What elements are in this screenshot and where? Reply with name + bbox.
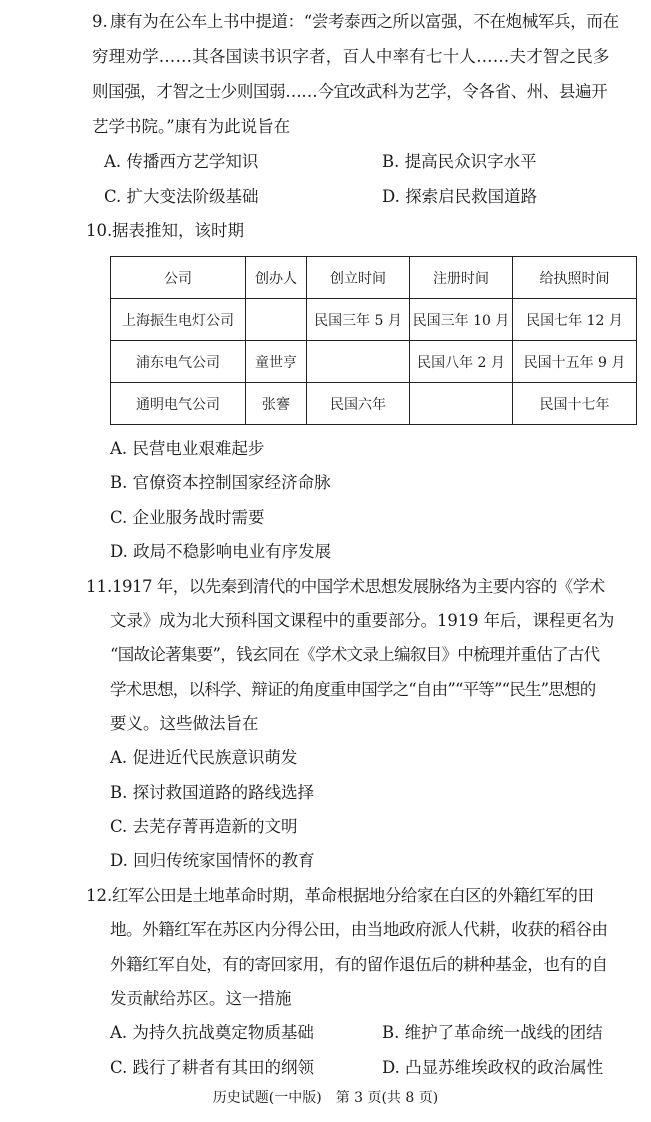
table-cell: 民国八年 2 月 <box>410 341 513 383</box>
page-footer: 历史试题(一中版) 第 3 页(共 8 页) <box>212 1090 439 1106</box>
option-b[interactable]: B. 维护了革命统一战线的团结 <box>382 1023 603 1042</box>
question-stem-line: 地。外籍红军在苏区内分得公田，由当地政府派人代耕，收获的稻谷由 <box>110 920 608 939</box>
table-cell: 通明电气公司 <box>111 383 246 425</box>
option-c[interactable]: C. 扩大变法阶级基础 <box>104 187 259 206</box>
table-row <box>111 341 637 383</box>
table-cell <box>246 299 307 341</box>
question-stem-line: 康有为在公车上书中提道：“尝考泰西之所以富强，不在炮械军兵，而在 <box>110 12 619 31</box>
option-d[interactable]: D. 凸显苏维埃政权的政治属性 <box>382 1058 604 1077</box>
question-stem-line: 发贡献给苏区。这一措施 <box>110 989 292 1008</box>
question-stem-line: 学术思想，以科学、辩证的角度重申国学之“自由”“平等”“民生”思想的 <box>110 680 596 699</box>
option-a[interactable]: A. 传播西方艺学知识 <box>104 152 259 171</box>
table-cell <box>307 341 410 383</box>
question-number: 9. <box>92 12 108 31</box>
table-cell: 浦东电气公司 <box>111 341 246 383</box>
question-stem-line: 艺学书院。”康有为此说旨在 <box>92 117 291 136</box>
table-header: 注册时间 <box>410 257 513 299</box>
question-number: 11. <box>86 577 113 596</box>
question-stem-line: 文录》成为北大预科国文课程中的重要部分。1919 年后，课程更名为 <box>110 611 615 630</box>
table-cell: 民国十五年 9 月 <box>513 341 637 383</box>
question-stem-line: 外籍红军自处，有的寄回家用，有的留作退伍后的耕种基金，也有的自 <box>110 955 608 974</box>
table-header: 给执照时间 <box>513 257 637 299</box>
option-b[interactable]: B. 提高民众识字水平 <box>382 152 537 171</box>
table-cell: 民国三年 5 月 <box>307 299 410 341</box>
question-stem-line: 1917 年，以先秦到清代的中国学术思想发展脉络为主要内容的《学术 <box>112 577 605 596</box>
table-header: 公司 <box>111 257 246 299</box>
option-a[interactable]: A. 民营电业艰难起步 <box>110 439 265 458</box>
table-header-row <box>111 257 637 299</box>
table-cell: 民国三年 10 月 <box>410 299 513 341</box>
question-stem-line: 穷理劝学……其各国读书识字者，百人中率有七十人……夫才智之民多 <box>92 47 610 66</box>
question-stem-line: 要义。这些做法旨在 <box>110 714 259 733</box>
table-row <box>111 383 637 425</box>
question-number: 10. <box>86 221 113 240</box>
option-b[interactable]: B. 官僚资本控制国家经济命脉 <box>110 473 331 492</box>
company-table <box>110 256 637 425</box>
option-b[interactable]: B. 探讨救国道路的路线选择 <box>110 783 315 802</box>
table-row <box>111 299 637 341</box>
option-d[interactable]: D. 回归传统家国情怀的教育 <box>110 851 315 870</box>
question-stem-line: 据表推知，该时期 <box>112 221 244 240</box>
option-d[interactable]: D. 探索启民救国道路 <box>382 187 538 206</box>
table-cell: 民国七年 12 月 <box>513 299 637 341</box>
option-c[interactable]: C. 践行了耕者有其田的纲领 <box>110 1058 315 1077</box>
table-header: 创立时间 <box>307 257 410 299</box>
table-cell: 民国六年 <box>307 383 410 425</box>
question-stem-line: 红军公田是土地革命时期，革命根据地分给家在白区的外籍红军的田 <box>112 886 594 905</box>
table-cell <box>410 383 513 425</box>
table-cell: 张謇 <box>246 383 307 425</box>
option-c[interactable]: C. 去芜存菁再造新的文明 <box>110 817 298 836</box>
table-cell: 民国十七年 <box>513 383 637 425</box>
table-cell: 上海振生电灯公司 <box>111 299 246 341</box>
option-a[interactable]: A. 为持久抗战奠定物质基础 <box>110 1023 314 1042</box>
question-stem-line: 则国强，才智之士少则国弱……今宜改武科为艺学，令各省、州、县遍开 <box>92 82 608 101</box>
option-a[interactable]: A. 促进近代民族意识萌发 <box>110 748 298 767</box>
option-d[interactable]: D. 政局不稳影响电业有序发展 <box>110 542 332 561</box>
table-cell: 童世亨 <box>246 341 307 383</box>
question-stem-line: “国故论著集要”，钱玄同在《学术文录上编叙目》中梳理并重估了古代 <box>110 645 600 664</box>
question-number: 12. <box>86 886 113 905</box>
table-header: 创办人 <box>246 257 307 299</box>
option-c[interactable]: C. 企业服务战时需要 <box>110 508 265 527</box>
